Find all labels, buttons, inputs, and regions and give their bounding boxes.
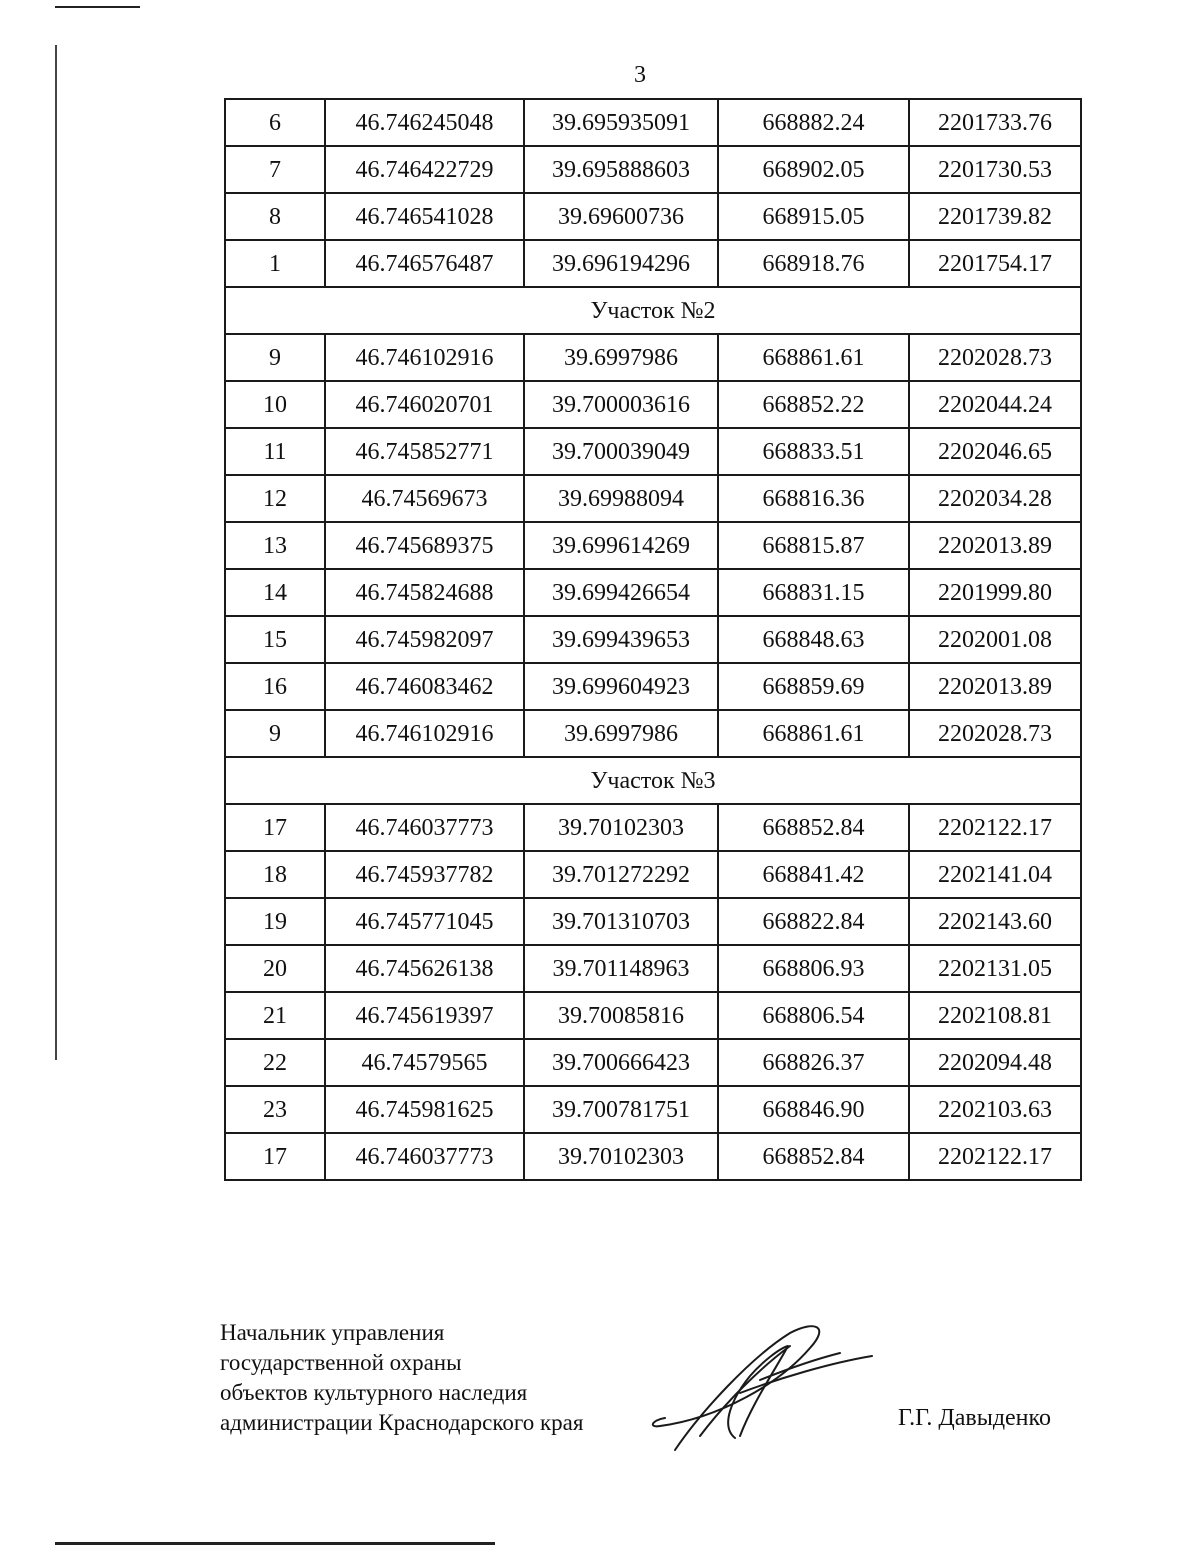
longitude-cell: 39.699426654	[524, 569, 718, 616]
x-coordinate-cell: 668902.05	[718, 146, 909, 193]
x-coordinate-cell: 668918.76	[718, 240, 909, 287]
y-coordinate-cell: 2202094.48	[909, 1039, 1081, 1086]
table-row	[225, 616, 1081, 663]
x-coordinate-cell: 668806.93	[718, 945, 909, 992]
longitude-cell: 39.699614269	[524, 522, 718, 569]
latitude-cell: 46.745626138	[325, 945, 524, 992]
table-row	[225, 381, 1081, 428]
latitude-cell: 46.745852771	[325, 428, 524, 475]
longitude-cell: 39.701272292	[524, 851, 718, 898]
section-label: Участок №2	[225, 287, 1081, 334]
latitude-cell: 46.746037773	[325, 1133, 524, 1180]
latitude-cell: 46.746541028	[325, 193, 524, 240]
point-number-cell: 8	[225, 193, 325, 240]
table-row	[225, 475, 1081, 522]
point-number-cell: 17	[225, 1133, 325, 1180]
table-row	[225, 1133, 1081, 1180]
point-number-cell: 7	[225, 146, 325, 193]
x-coordinate-cell: 668846.90	[718, 1086, 909, 1133]
y-coordinate-cell: 2202028.73	[909, 710, 1081, 757]
signatory-position-line: объектов культурного наследия	[220, 1380, 528, 1405]
latitude-cell: 46.746083462	[325, 663, 524, 710]
y-coordinate-cell: 2201739.82	[909, 193, 1081, 240]
signatory-position	[220, 1318, 583, 1438]
latitude-cell: 46.745937782	[325, 851, 524, 898]
point-number-cell: 23	[225, 1086, 325, 1133]
latitude-cell: 46.745982097	[325, 616, 524, 663]
x-coordinate-cell: 668861.61	[718, 710, 909, 757]
table-row	[225, 851, 1081, 898]
scan-edge-bottom	[55, 1542, 495, 1545]
x-coordinate-cell: 668806.54	[718, 992, 909, 1039]
point-number-cell: 21	[225, 992, 325, 1039]
table-row	[225, 992, 1081, 1039]
longitude-cell: 39.700781751	[524, 1086, 718, 1133]
scan-edge-left	[55, 45, 57, 1060]
x-coordinate-cell: 668848.63	[718, 616, 909, 663]
longitude-cell: 39.700003616	[524, 381, 718, 428]
longitude-cell: 39.695935091	[524, 99, 718, 146]
latitude-cell: 46.746422729	[325, 146, 524, 193]
table-row	[225, 240, 1081, 287]
table-row	[225, 804, 1081, 851]
x-coordinate-cell: 668852.22	[718, 381, 909, 428]
point-number-cell: 6	[225, 99, 325, 146]
x-coordinate-cell: 668915.05	[718, 193, 909, 240]
y-coordinate-cell: 2202108.81	[909, 992, 1081, 1039]
latitude-cell: 46.74579565	[325, 1039, 524, 1086]
signatory-position-line: государственной охраны	[220, 1350, 462, 1375]
x-coordinate-cell: 668859.69	[718, 663, 909, 710]
point-number-cell: 11	[225, 428, 325, 475]
longitude-cell: 39.70102303	[524, 804, 718, 851]
longitude-cell: 39.701310703	[524, 898, 718, 945]
point-number-cell: 22	[225, 1039, 325, 1086]
latitude-cell: 46.746245048	[325, 99, 524, 146]
table-row	[225, 99, 1081, 146]
signatory-position-line: администрации Краснодарского края	[220, 1410, 584, 1435]
table-row	[225, 710, 1081, 757]
y-coordinate-cell: 2201999.80	[909, 569, 1081, 616]
table-row	[225, 663, 1081, 710]
x-coordinate-cell: 668816.36	[718, 475, 909, 522]
x-coordinate-cell: 668833.51	[718, 428, 909, 475]
y-coordinate-cell: 2202046.65	[909, 428, 1081, 475]
x-coordinate-cell: 668831.15	[718, 569, 909, 616]
y-coordinate-cell: 2202028.73	[909, 334, 1081, 381]
x-coordinate-cell: 668841.42	[718, 851, 909, 898]
y-coordinate-cell: 2202122.17	[909, 804, 1081, 851]
x-coordinate-cell: 668852.84	[718, 1133, 909, 1180]
y-coordinate-cell: 2202103.63	[909, 1086, 1081, 1133]
y-coordinate-cell: 2202143.60	[909, 898, 1081, 945]
longitude-cell: 39.700666423	[524, 1039, 718, 1086]
point-number-cell: 19	[225, 898, 325, 945]
latitude-cell: 46.746102916	[325, 710, 524, 757]
point-number-cell: 17	[225, 804, 325, 851]
y-coordinate-cell: 2202001.08	[909, 616, 1081, 663]
longitude-cell: 39.695888603	[524, 146, 718, 193]
latitude-cell: 46.74569673	[325, 475, 524, 522]
table-row	[225, 898, 1081, 945]
table-row	[225, 193, 1081, 240]
table-row	[225, 569, 1081, 616]
y-coordinate-cell: 2201733.76	[909, 99, 1081, 146]
latitude-cell: 46.745771045	[325, 898, 524, 945]
y-coordinate-cell: 2202013.89	[909, 522, 1081, 569]
y-coordinate-cell: 2202013.89	[909, 663, 1081, 710]
signatory-name: Г.Г. Давыденко	[898, 1405, 1051, 1431]
point-number-cell: 1	[225, 240, 325, 287]
x-coordinate-cell: 668822.84	[718, 898, 909, 945]
latitude-cell: 46.746102916	[325, 334, 524, 381]
table-row	[225, 334, 1081, 381]
table-row	[225, 522, 1081, 569]
point-number-cell: 16	[225, 663, 325, 710]
table-row	[225, 945, 1081, 992]
y-coordinate-cell: 2201754.17	[909, 240, 1081, 287]
y-coordinate-cell: 2202044.24	[909, 381, 1081, 428]
longitude-cell: 39.701148963	[524, 945, 718, 992]
x-coordinate-cell: 668882.24	[718, 99, 909, 146]
latitude-cell: 46.745619397	[325, 992, 524, 1039]
table-row	[225, 1086, 1081, 1133]
longitude-cell: 39.69988094	[524, 475, 718, 522]
longitude-cell: 39.699604923	[524, 663, 718, 710]
coordinates-table-body	[225, 99, 1081, 1180]
point-number-cell: 20	[225, 945, 325, 992]
y-coordinate-cell: 2202131.05	[909, 945, 1081, 992]
x-coordinate-cell: 668861.61	[718, 334, 909, 381]
x-coordinate-cell: 668852.84	[718, 804, 909, 851]
section-header-row	[225, 757, 1081, 804]
y-coordinate-cell: 2202122.17	[909, 1133, 1081, 1180]
latitude-cell: 46.746020701	[325, 381, 524, 428]
coordinates-table	[224, 98, 1082, 1181]
longitude-cell: 39.6997986	[524, 710, 718, 757]
section-label: Участок №3	[225, 757, 1081, 804]
table-row	[225, 146, 1081, 193]
longitude-cell: 39.69600736	[524, 193, 718, 240]
point-number-cell: 10	[225, 381, 325, 428]
point-number-cell: 9	[225, 710, 325, 757]
scan-edge-top	[55, 6, 140, 8]
point-number-cell: 12	[225, 475, 325, 522]
point-number-cell: 14	[225, 569, 325, 616]
longitude-cell: 39.70102303	[524, 1133, 718, 1180]
page-number: 3	[634, 62, 646, 88]
longitude-cell: 39.700039049	[524, 428, 718, 475]
point-number-cell: 13	[225, 522, 325, 569]
latitude-cell: 46.745981625	[325, 1086, 524, 1133]
table-row	[225, 1039, 1081, 1086]
table-row	[225, 428, 1081, 475]
longitude-cell: 39.70085816	[524, 992, 718, 1039]
handwritten-signature	[640, 1318, 880, 1458]
x-coordinate-cell: 668826.37	[718, 1039, 909, 1086]
longitude-cell: 39.6997986	[524, 334, 718, 381]
point-number-cell: 18	[225, 851, 325, 898]
x-coordinate-cell: 668815.87	[718, 522, 909, 569]
point-number-cell: 9	[225, 334, 325, 381]
section-header-row	[225, 287, 1081, 334]
y-coordinate-cell: 2201730.53	[909, 146, 1081, 193]
signatory-position-line: Начальник управления	[220, 1320, 445, 1345]
y-coordinate-cell: 2202034.28	[909, 475, 1081, 522]
latitude-cell: 46.746576487	[325, 240, 524, 287]
longitude-cell: 39.696194296	[524, 240, 718, 287]
latitude-cell: 46.746037773	[325, 804, 524, 851]
latitude-cell: 46.745824688	[325, 569, 524, 616]
longitude-cell: 39.699439653	[524, 616, 718, 663]
latitude-cell: 46.745689375	[325, 522, 524, 569]
y-coordinate-cell: 2202141.04	[909, 851, 1081, 898]
point-number-cell: 15	[225, 616, 325, 663]
